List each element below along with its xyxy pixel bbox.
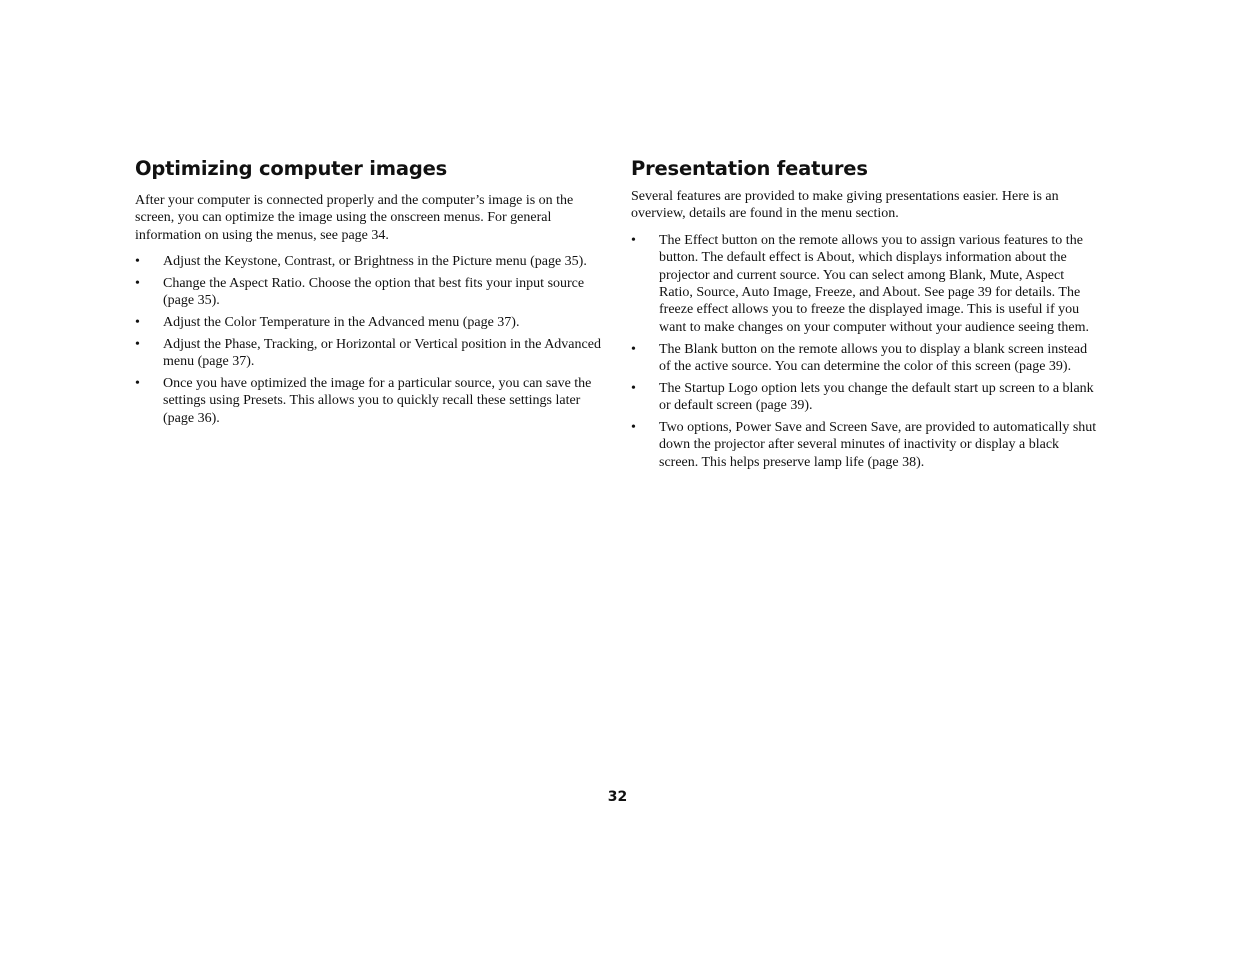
list-item-text: Adjust the Phase, Tracking, or Horizontal or Vertical position in the Advanced menu (page 37). [163,336,601,370]
bullet-icon: • [135,275,140,291]
list-item [135,336,603,371]
bullet-icon: • [631,232,636,248]
list-item [135,314,603,331]
bullet-icon: • [631,341,636,357]
list-item-text: The Blank button on the remote allows you to display a blank screen instead of the active source. You can determine the color of this screen (page 39). [659,341,1088,374]
page-number: 32 [607,789,628,805]
list-item-text: Adjust the Keystone, Contrast, or Brightness in the Picture menu (page 35). [163,254,587,270]
section-heading: Presentation features [631,157,868,180]
list-item [631,341,1101,376]
section-heading: Optimizing computer images [135,157,448,180]
bullet-icon: • [135,254,140,270]
section-optimizing-computer-images [135,155,603,431]
bullet-icon: • [631,380,636,396]
list-item [631,232,1101,336]
bullet-icon: • [631,419,636,435]
list-item-text: The Effect button on the remote allows you to assign various features to the button. The default effect is About, which displays information about the projector and current source. You can select among Blank, Mute, Aspect Ratio, Source, Auto Image, Freeze, and About. See page 39 for details. The freeze effect allows you to freeze the displayed image. This is useful if you want to make changes on your computer without your audience seeing them. [659,232,1089,335]
bullet-list [135,253,603,427]
list-item-text: Once you have optimized the image for a particular source, you can save the settings using Presets. This allows you to quickly recall these settings later (page 36). [163,375,592,426]
bullet-icon: • [135,336,140,352]
list-item [631,380,1101,415]
bullet-icon: • [135,315,140,331]
bullet-list [631,232,1101,471]
list-item-text: The Startup Logo option lets you change the default start up screen to a blank or default screen (page 39). [659,380,1094,414]
list-item-text: Adjust the Color Temperature in the Advanced menu (page 37). [163,315,520,331]
list-item-text: Change the Aspect Ratio. Choose the option that best fits your input source (page 35). [163,275,585,309]
list-item-text: Two options, Power Save and Screen Save, are provided to automatically shut down the projector after several minutes of inactivity or display a black screen. This helps preserve lamp life (page 38). [659,419,1097,470]
list-item [631,419,1101,471]
section-intro: After your computer is connected properly and the computer’s image is on the screen, you can optimize the image using the onscreen menus. For general information on using the menus, see page 34. [135,193,574,243]
bullet-icon: • [135,375,140,391]
list-item [135,275,603,310]
section-intro: Several features are provided to make giving presentations easier. Here is an overview, details are found in the menu section. [631,189,1059,222]
list-item [135,253,603,270]
list-item [135,375,603,427]
section-presentation-features [631,155,1101,475]
